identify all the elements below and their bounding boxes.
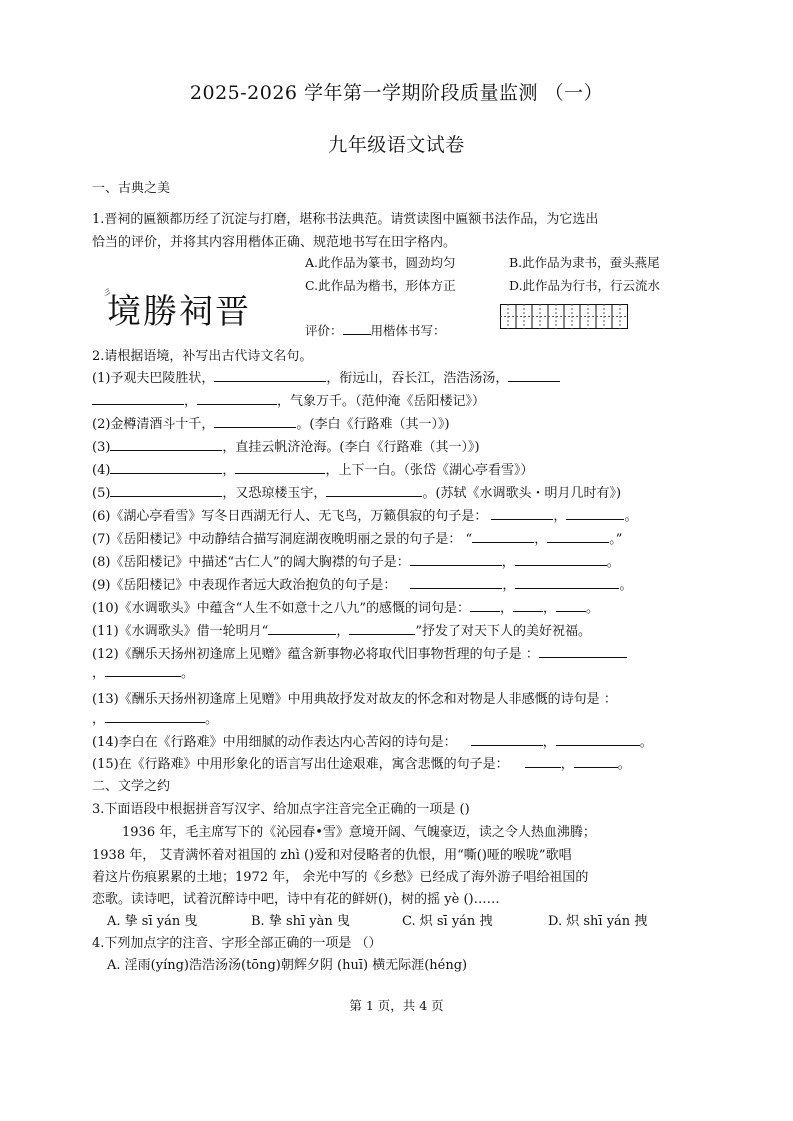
answer-blank[interactable] [326,483,422,497]
q3-passage-line-1: 1936 年，毛主席写下的《沁园春•雪》意境开阔、气魄豪迈，读之令人热血沸腾； [122,825,596,840]
q1-eval-line [305,321,446,339]
q2-text: ，又恐琼楼玉宇， [222,486,327,501]
q2-text: (2)金樽清酒斗十千， [92,417,215,432]
answer-blank[interactable] [235,460,325,474]
q2-text: (13)《酬乐天扬州初逢席上见赠》中用典故抒发对故友的怀念和对物是人非感慨的诗句是 ： [92,692,617,707]
q4-stem: 4.下列加点字的注音、字形全部正确的一项是 （） [92,936,382,951]
q2-text: ，衔远山，吞长江，浩浩汤汤， [326,371,509,386]
q2-text: (4) [92,463,111,478]
q2-text: ，直挂云帆济沧海。(李白《行路难（其一）》) [222,440,480,455]
q2-line-3 [92,413,450,432]
q2-line-18: (15)在《行路难》中用形象化的语言写出仕途艰难，寓含悲慨的句子是： ， 。 [92,753,631,772]
answer-blank[interactable] [470,598,500,612]
q2-line-7: (6)《湖心亭看雪》写冬日西湖无行人、无飞鸟，万籁俱寂的句子是： ， 。 [92,505,637,524]
section-heading-2: 二、文学之约 [92,779,171,794]
q2-text: (14)李白在《行路难》中用细腻的动作表达内心苦闷的诗句是： [92,735,457,750]
q2-text: (12)《酬乐天扬州初逢席上见赠》蕴含新事物必将取代旧事物哲理的句子是 ： [92,647,539,662]
answer-blank[interactable] [513,598,543,612]
answer-blank[interactable] [547,529,609,543]
answer-blank[interactable] [92,391,184,405]
q1-option-b: B.此作品为隶书，蚕头燕尾 [509,255,660,270]
answer-blank[interactable] [574,754,618,768]
q2-text: 。(李白《行路难（其一）》) [296,417,450,432]
answer-blank[interactable] [349,621,415,635]
q3-passage-line-3: 着这片伤痕累累的土地；1972 年， 余光中写的《乡愁》已经成了海外游子唱给祖国的 [92,870,589,885]
eval-suffix: 用楷体书写： [370,323,446,338]
answer-blank[interactable] [110,437,222,451]
answer-blank[interactable] [105,663,181,677]
q1-line1: 1.晋祠的匾额都历经了沉淀与打磨，堪称书法典范。请赏读图中匾额书法作品，为它选出 [92,212,599,227]
answer-blank[interactable] [471,732,543,746]
q2-text: 。(苏轼《水调歌头・明月几时有》) [422,486,622,501]
q2-text: (6)《湖心亭看雪》写冬日西湖无行人、无飞鸟，万籁俱寂的句子是： [92,509,488,524]
q2-line-16: ， 。 [92,708,218,727]
q3-option-b[interactable]: B. 挚 shī yàn 曳 [251,914,350,929]
answer-blank[interactable] [556,732,640,746]
q2-line-11: (10)《水调歌头》中蕴含“人生不如意十之八九”的感慨的词句是： ， ， 。 [92,597,599,616]
q2-line-15 [92,688,617,707]
tianzige-writing-grid[interactable] [500,304,628,329]
q1-option-a: A.此作品为篆书，圆劲均匀 [305,255,456,270]
exam-subtitle: 九年级语文试卷 [328,134,465,156]
section-heading-1: 一、古典之美 [92,181,171,196]
answer-blank[interactable] [214,368,326,382]
page-number: 第 1 页，共 4 页 [349,998,444,1013]
q2-text: ， [222,463,236,478]
eval-prefix: 评价： [305,323,343,338]
eval-blank[interactable] [343,321,371,335]
q1-option-c: C.此作品为楷书，形体方正 [305,278,456,293]
q2-line-5 [92,459,533,478]
q3-option-c[interactable]: C. 炽 sī yán 拽 [402,914,493,929]
q2-line-1 [92,367,560,386]
q2-text: ， [184,394,198,409]
q2-line-13 [92,643,627,662]
q3-passage-line-2: 1938 年， 艾青满怀着对祖国的 zhì ()爱和对侵略者的仇恨，用“嘶()哑的喉咙”歌唱 [92,848,572,863]
q2-text: (5) [92,486,111,501]
answer-blank[interactable] [110,483,222,497]
q3-option-a[interactable]: A. 挚 sī yán 曳 [107,914,198,929]
q2-line-2 [92,390,485,409]
q2-text: (10)《水调歌头》中蕴含“人生不如意十之八九”的感慨的词句是： [92,601,470,616]
q2-text: ， [336,624,350,639]
q2-line-14: ， 。 [92,662,194,681]
q2-line-4 [92,436,480,455]
answer-blank[interactable] [472,529,534,543]
q2-text: (7)《岳阳楼记》中动静结合描写洞庭湖夜晚明丽之景的句子是： [92,532,462,547]
q2-text: (1)予观夫巴陵胜状， [92,371,215,386]
q2-line-12 [92,620,591,639]
q1-line2: 恰当的评价，并将其内容用楷体正确、规范地书写在田字格内。 [92,235,457,250]
answer-blank[interactable] [214,414,296,428]
answer-blank[interactable] [105,709,205,723]
answer-blank[interactable] [525,754,561,768]
calligraphy-plaque-image [103,283,283,333]
q1-option-d: D.此作品为行书，行云流水 [509,278,661,293]
answer-blank[interactable] [410,552,502,566]
q2-text: (3) [92,440,111,455]
q2-intro: 2.请根据语境，补写出古代诗文名句。 [92,349,313,364]
answer-blank[interactable] [197,391,277,405]
answer-blank[interactable] [410,575,502,589]
q2-text: ，气象万千。（范仲淹《岳阳楼记》） [277,394,486,409]
q2-line-17: (14)李白在《行路难》中用细腻的动作表达内心苦闷的诗句是： ， 。 [92,731,653,750]
q2-text: (11)《水调歌头》借一轮明月“ [92,624,269,639]
answer-blank[interactable] [491,506,553,520]
q2-line-8: (7)《岳阳楼记》中动静结合描写洞庭湖夜晚明丽之景的句子是： “ ， 。” [92,528,622,547]
q2-text: ”抒发了对天下人的美好祝福。 [415,624,592,639]
q4-option-a[interactable]: A. 淫雨(yíng)浩浩汤汤(tōng)朝辉夕阴 (huī) 横无际涯(héng) [107,958,468,973]
exam-title: 2025-2026 学年第一学期阶段质量监测 （一） [189,82,604,104]
q2-text: ，上下一白。（张岱《湖心亭看雪》） [325,463,534,478]
q2-text: (8)《岳阳楼记》中描述“古仁人”的阔大胸襟的句子是： [92,555,410,570]
answer-blank[interactable] [508,368,560,382]
q3-option-d[interactable]: D. 炽 shī yán 拽 [548,914,648,929]
q2-line-9: (8)《岳阳楼记》中描述“古仁人”的阔大胸襟的句子是： ， 。 [92,551,620,570]
answer-blank[interactable] [268,621,336,635]
q2-line-10: (9)《岳阳楼记》中表现作者远大政治抱负的句子是： ， 。 [92,574,632,593]
q2-text: (15)在《行路难》中用形象化的语言写出仕途艰难，寓含悲慨的句子是： [92,757,509,772]
calligraphy-text: 境勝祠晋 [107,292,251,332]
answer-blank[interactable] [566,506,624,520]
q3-stem: 3.下面语段中根据拼音写汉字、给加点字注音完全正确的一项是 () [92,802,470,817]
answer-blank[interactable] [110,460,222,474]
q3-passage-line-4: 恋歌。读诗吧，试着沉醉诗中吧，诗中有花的鲜妍()，树的摇 yè ()…… [92,892,500,907]
answer-blank[interactable] [556,598,586,612]
q2-line-6 [92,482,621,501]
svg-text:彡: 彡 [103,288,111,297]
q2-text: (9)《岳阳楼记》中表现作者远大政治抱负的句子是： [92,578,397,593]
answer-blank[interactable] [515,552,607,566]
answer-blank[interactable] [539,644,627,658]
answer-blank[interactable] [515,575,619,589]
